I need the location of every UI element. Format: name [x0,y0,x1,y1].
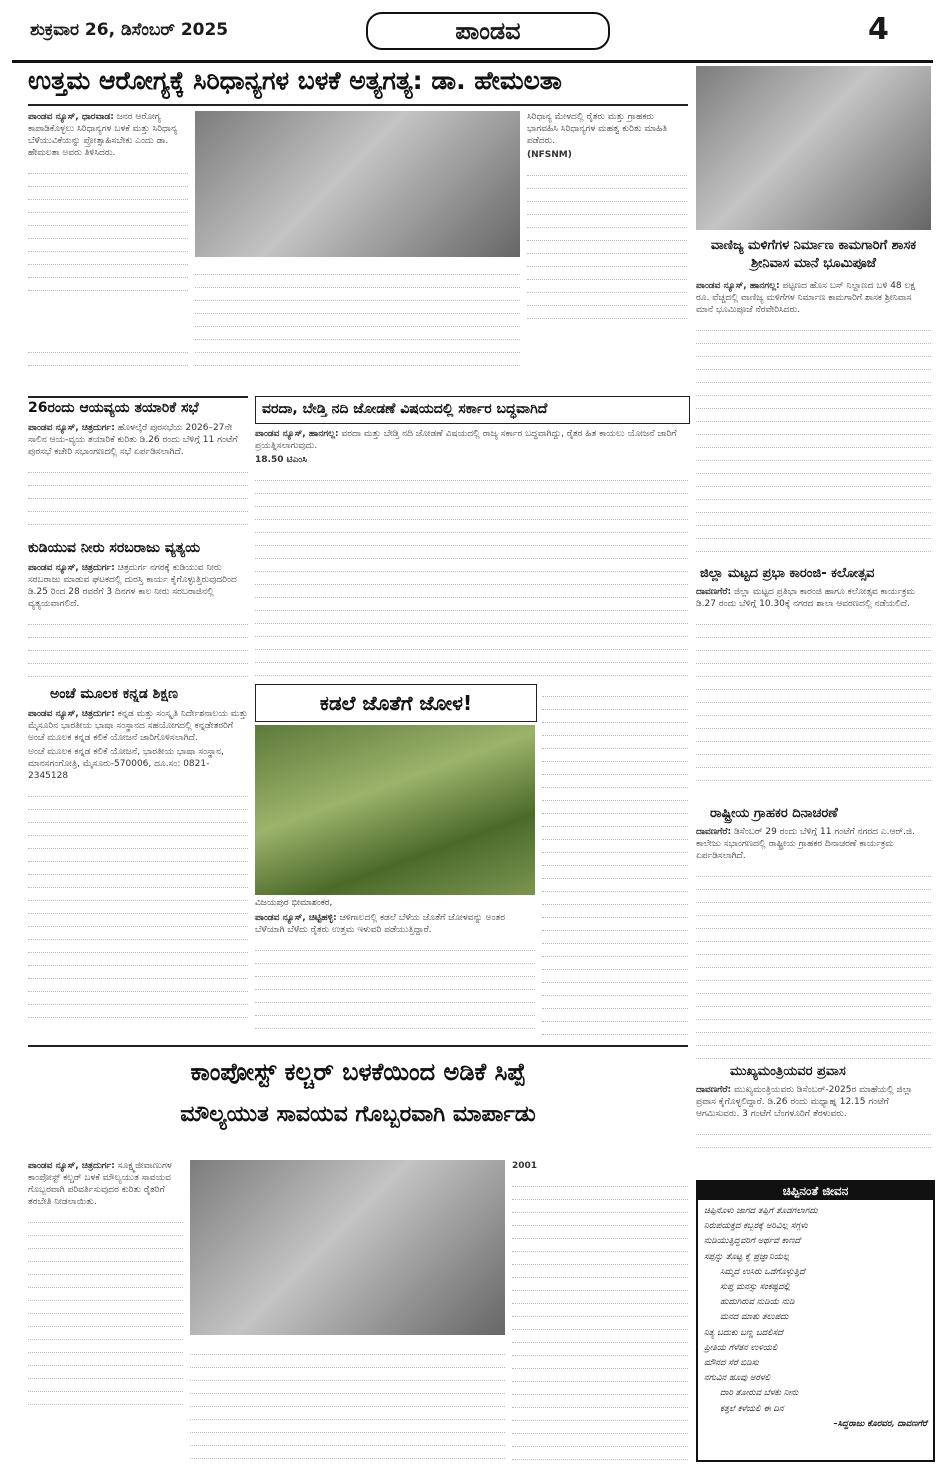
article-compost-col3: 2001 [512,1160,688,1460]
headline-kannada-learning: ಅಂಚೆ ಮೂಲಕ ಕನ್ನಡ ಶಿಕ್ಷಣ [50,686,178,702]
headline-talent-fest: ಜಿಲ್ಲಾ ಮಟ್ಟದ ಪ್ರಭಾ ಕಾರಂಜಿ- ಕಲೋತ್ಸವ [700,566,875,581]
headline-millets: ಉತ್ತಮ ಆರೋಗ್ಯಕ್ಕೆ ಸಿರಿಧಾನ್ಯಗಳ ಬಳಕೆ ಅತ್ಯಗತ್ಯ: ಡಾ. ಹೇಮಲತಾ [28,66,562,95]
article-budget-meeting: ಪಾಂಡವ ನ್ಯೂಸ್, ಚಿತ್ರದುರ್ಗ: ಹೊಳಲ್ಕೆರೆ ಪುರಸಭೆಯ 2026–27ನೇ ಸಾಲಿನ ಆಯ-ವ್ಯಯ ತಯಾರಿಕೆ ಕುರಿತು ಡಿ.26 ರಂದು ಬೆಳಿಗ್ಗೆ 11 ಗಂಟೆಗೆ ಪುರಸಭೆ ಕಚೇರಿ ಸಭಾಂಗಣದಲ್ಲಿ ಸಭೆ ಏರ್ಪಡಿಸಲಾಗಿದೆ. [28,422,248,532]
article-river-linking: ಪಾಂಡವ ನ್ಯೂಸ್, ಹಾನಗಲ್ಲ: ವರದಾ ಮತ್ತು ಬೇಡ್ತಿ ನದಿ ಜೋಡಣೆ ವಿಷಯದಲ್ಲಿ ರಾಜ್ಯ ಸರ್ಕಾರ ಬದ್ಧವಾಗಿದ್ದು, ರೈತರ ಹಿತ ಕಾಯಲು ಯೋಜನೆ ಜಾರಿಗೆ ಪ್ರಯತ್ನಿಸಲಾಗುವುದು. 18.50 ಟಿಎಂಸಿ [255,428,688,678]
poem-author: –ಸಿದ್ದರಾಜು ಕೊರವರ, ದಾವಣಗೆರೆ [833,1418,927,1429]
newspaper-title: ಪಾಂಡವ [366,12,610,50]
photo-gram-maize-field [255,725,535,895]
poem-line: ಮನದ ಮಾತು ತಲುಪದು [720,1312,789,1323]
headline-compost-1: ಕಾಂಪೋಸ್ಟ್ ಕಲ್ಚರ್ ಬಳಕೆಯಿಂದ ಅಡಿಕೆ ಸಿಪ್ಪೆ [190,1058,526,1086]
poem-line: ಸಪ್ಪನ್ನು ತೊಟ್ಟ ಕೈ ಪ್ರಜ್ಞಾನಿಯಲ್ಲ [704,1251,790,1262]
divider [28,396,248,398]
poem-line: ಚಿಪ್ಪಿನೊಳು ಜಾಗದ ತಪ್ಪಿಗೆ ತೊಡಗಲಾಗದು [704,1206,818,1216]
photo-compost-training [190,1160,505,1335]
poem-title: ಚಿಪ್ಪಿನಂತೆ ಜೀವನ [698,1182,933,1200]
poem-line: ಪ್ರೀತಿಯ ಗೆಳೆತನ ಉಳಿಯಲಿ [704,1342,778,1353]
poem-line: ನಗುವಿನ ಹೂವು ಅರಳಲಿ [704,1373,771,1384]
poem-line: ದಾರಿ ತೋರುವ ಬೆಳಕು ನೀನು [720,1388,799,1399]
poem-line: ನಿರುಪಯಕ್ತದ ಕಬ್ಬರಕ್ಕೆ ಅರಿವಿಲ್ಲ ಸಗ್ಗಳು [704,1221,808,1232]
article-kannada-learning: ಪಾಂಡವ ನ್ಯೂಸ್, ಚಿತ್ರದುರ್ಗ: ಕನ್ನಡ ಮತ್ತು ಸಂಸ್ಕೃತಿ ನಿರ್ದೇಶನಾಲಯ ಮತ್ತು ಮೈಸೂರಿನ ಭಾರತೀಯ ಭಾಷಾ ಸಂಸ್ಥಾನದ ಸಹಯೋಗದಲ್ಲಿ ಕನ್ನಡೇತರರಿಗೆ ಅಂಚೆ ಮೂಲಕ ಕನ್ನಡ ಕಲಿಕೆ ಯೋಜನೆ ಜಾರಿಗೊಳಿಸಲಾಗಿದೆ. ಅಂಚೆ ಮೂಲಕ ಕನ್ನಡ ಕಲಿಕೆ ಯೋಜನೆ, ಭಾರತೀಯ ಭಾಷಾ ಸಂಸ್ಥಾನ, ಮಾನಸಗಂಗೋತ್ರಿ, ಮೈಸೂರು-570006, ದೂ.ಸಂ: 0821-2345128 [28,708,248,1038]
article-water-supply: ಪಾಂಡವ ನ್ಯೂಸ್, ಚಿತ್ರದುರ್ಗ: ಚಿತ್ರದುರ್ಗ ನಗರಕ್ಕೆ ಕುಡಿಯುವ ನೀರು ಸರಬರಾಜು ಮಾಡುವ ಘಟಕದಲ್ಲಿ ದುರಸ್ತಿ ಕಾರ್ಯ ಕೈಗೊಳ್ಳುತ್ತಿರುವುದರಿಂದ ಡಿ.25 ರಿಂದ 28 ರವರೆಗೆ 3 ದಿನಗಳ ಕಾಲ ನೀರು ಸರಬರಾಜಿನಲ್ಲಿ ವ್ಯತ್ಯಯವಾಗಲಿದೆ. [28,562,248,677]
headline-budget-meeting: 26ರಂದು ಆಯವ್ಯಯ ತಯಾರಿಕೆ ಸಭೆ [28,400,199,416]
article-millets-end [28,340,188,370]
article-millets-col2 [195,262,520,372]
issue-date: ಶುಕ್ರವಾರ 26, ಡಿಸೆಂಬರ್ 2025 [30,20,229,40]
headline-gram-maize: ಕಡಲೆ ಜೊತೆಗೆ ಜೋಳ! [319,691,473,715]
headline-compost-2: ಮೌಲ್ಯಯುತ ಸಾವಯವ ಗೊಬ್ಬರವಾಗಿ ಮಾರ್ಪಾಡು [180,1102,536,1127]
article-consumer-day: ದಾವಣಗೆರೆ: ಡಿಸೆಂಬರ್ 29 ರಂದು ಬೆಳಿಗ್ಗೆ 11 ಗಂಟೆಗೆ ನಗರದ ಎ.ಆರ್.ಜಿ. ಕಾಲೇಜು ಸಭಾಂಗಣದಲ್ಲಿ ರಾಷ್ಟ್ರೀಯ ಗ್ರಾಹಕರ ದಿನಾಚರಣೆ ಕಾರ್ಯಕ್ರಮ ಏರ್ಪಡಿಸಲಾಗಿದೆ. [696,826,931,1061]
article-commercial-complex: ಪಾಂಡವ ನ್ಯೂಸ್, ಹಾನಗಲ್ಲ: ಪಟ್ಟಣದ ಹೊಸ ಬಸ್ ನಿಲ್ದಾಣದ ಬಳಿ 48 ಲಕ್ಷ ರೂ. ವೆಚ್ಚದಲ್ಲಿ ವಾಣಿಜ್ಯ ಮಳಿಗೆಗಳ ನಿರ್ಮಾಣ ಕಾಮಗಾರಿಗೆ ಶಾಸಕ ಶ್ರೀನಿವಾಸ ಮಾನೆ ಭೂಮಿಪೂಜೆ ನೆರವೇರಿಸಿದರು. [696,280,931,560]
article-millets-col1: ಪಾಂಡವ ನ್ಯೂಸ್, ಧಾರವಾಡ: ಜನರ ಆರೋಗ್ಯ ಕಾಪಾಡಿಕೊಳ್ಳಲು ಸಿರಿಧಾನ್ಯಗಳ ಬಳಕೆ ಮತ್ತು ಸಿರಿಧಾನ್ಯ ಬೆಳೆಯುವಿಕೆಯನ್ನು ಪ್ರೋತ್ಸಾಹಿಸಬೇಕು ಎಂದು ಡಾ. ಹೇಮಲತಾ ಅವರು ತಿಳಿಸಿದರು. [28,111,188,331]
photo-caption: ವಿಜಯಪುರ ಭೀಮಾಶಂಕರ, [255,898,333,908]
photo-groundbreaking [696,66,931,230]
article-compost-col1: ಪಾಂಡವ ನ್ಯೂಸ್, ಚಿತ್ರದುರ್ಗ: ಸೂಕ್ಷ್ಮಜೀವಾಣುಗಳ ಕಾಂಪೋಸ್ಟ್ ಕಲ್ಚರ್ ಬಳಕೆ ಮೌಲ್ಯಯುತ ಸಾವಯವ ಗೊಬ್ಬರವಾಗಿ ಪರಿವರ್ತಿಸುವುದರ ಕುರಿತು ರೈತರಿಗೆ ತರಬೇತಿ ನೀಡಲಾಯಿತು. [28,1160,183,1460]
poem-line: ನುಡಿಯುತ್ತಿದ್ದವರಿಗೆ ಅರ್ಥವೆ ಕಾಣದೆ [704,1236,801,1247]
poem-line: ಕತ್ತಲೆ ಕಳೆಯಲಿ ಈ ದಿನ [720,1403,784,1414]
divider [28,104,688,106]
article-talent-fest: ದಾವಣಗೆರೆ: ಜಿಲ್ಲಾ ಮಟ್ಟದ ಪ್ರತಿಭಾ ಕಾರಂಜಿ ಹಾಗೂ ಕಲೋತ್ಸವ ಕಾರ್ಯಕ್ರಮ ಡಿ.27 ರಂದು ಬೆಳಿಗ್ಗೆ 10.30ಕ್ಕೆ ನಗರದ ಶಾಲಾ ಆವರಣದಲ್ಲಿ ನಡೆಯಲಿದೆ. [696,586,931,786]
poem-line: ಮೌನದ ಸೆರೆ ಬಿಡಿಸು [704,1358,759,1369]
poem-line: ಸುಪ್ತ ಮನಸ್ಸು ಸಂಕಷ್ಟದಲ್ಲಿ [720,1282,791,1293]
poem-line: ಹುದುಗಿರುವ ನುಡಿಯೆ ನುಡಿ [720,1297,795,1308]
poem-line: ನಿತ್ಯ ಬದುಕು ಬಣ್ಣ ಬದಲಿಸದೆ [704,1327,783,1338]
article-cm-tour: ದಾವಣಗೆರೆ: ಮುಖ್ಯಮಂತ್ರಿಯವರು ಡಿಸೆಂಬರ್-2025ರ ಮಾಹೆಯಲ್ಲಿ ಜಿಲ್ಲಾ ಪ್ರವಾಸ ಕೈಗೊಳ್ಳಲಿದ್ದಾರೆ. ಡಿ.26 ರಂದು ಮಧ್ಯಾಹ್ನ 12.15 ಗಂಟೆಗೆ ಆಗಮಿಸುವರು. 3 ಗಂಟೆಗೆ ಬೆಂಗಳೂರಿಗೆ ತೆರಳುವರು. [696,1084,931,1164]
article-millets-col3: ಸಿರಿಧಾನ್ಯ ಮೇಳದಲ್ಲಿ ರೈತರು ಮತ್ತು ಗ್ರಾಹಕರು ಭಾಗವಹಿಸಿ ಸಿರಿಧಾನ್ಯಗಳ ಮಹತ್ವ ಕುರಿತು ಮಾಹಿತಿ ಪಡೆದರು. (NFSNM) [527,111,687,371]
headline-cm-tour: ಮುಖ್ಯಮಂತ್ರಿಯವರ ಪ್ರವಾಸ [730,1064,846,1079]
divider [28,1045,688,1047]
headline-commercial-complex: ವಾಣಿಜ್ಯ ಮಳಿಗೆಗಳ ನಿರ್ಮಾಣ ಕಾಮಗಾರಿಗೆ ಶಾಸಕ ಶ್ರೀನಿವಾಸ ಮಾನೆ ಭೂಮಿಪೂಜೆ [710,238,917,271]
poem-line: ಸಿಮ್ಮದ ಉಸಿರು ಒಡೆಗೊಳ್ಳುತ್ತಿದೆ [720,1266,805,1277]
poem-box [696,1180,935,1462]
article-gram-maize: ಪಾಂಡವ ನ್ಯೂಸ್, ಚಿಟ್ಟಿಹಳ್ಳಿ: ಚಳಿಗಾಲದಲ್ಲಿ ಕಡಲೆ ಬೆಳೆಯ ಜೊತೆಗೆ ಜೋಳವನ್ನು ಅಂತರ ಬೆಳೆಯಾಗಿ ಬೆಳೆದು ರೈತರು ಉತ್ತಮ ಇಳುವರಿ ಪಡೆಯುತ್ತಿದ್ದಾರೆ. [255,912,535,1037]
headline-river-linking: ವರದಾ, ಬೇಡ್ತಿ ನದಿ ಜೋಡಣೆ ವಿಷಯದಲ್ಲಿ ಸರ್ಕಾರ ಬದ್ಧವಾಗಿದೆ [262,401,548,417]
photo-millet-fair [195,111,520,257]
article-gram-maize-col [542,684,688,1036]
headline-water-supply: ಕುಡಿಯುವ ನೀರು ಸರಬರಾಜು ವ್ಯತ್ಯಯ [28,540,201,556]
page-number: 4 [868,12,889,47]
headline-consumer-day: ರಾಷ್ಟ್ರೀಯ ಗ್ರಾಹಕರ ದಿನಾಚರಣೆ [710,806,838,821]
article-compost-col2 [190,1342,505,1460]
